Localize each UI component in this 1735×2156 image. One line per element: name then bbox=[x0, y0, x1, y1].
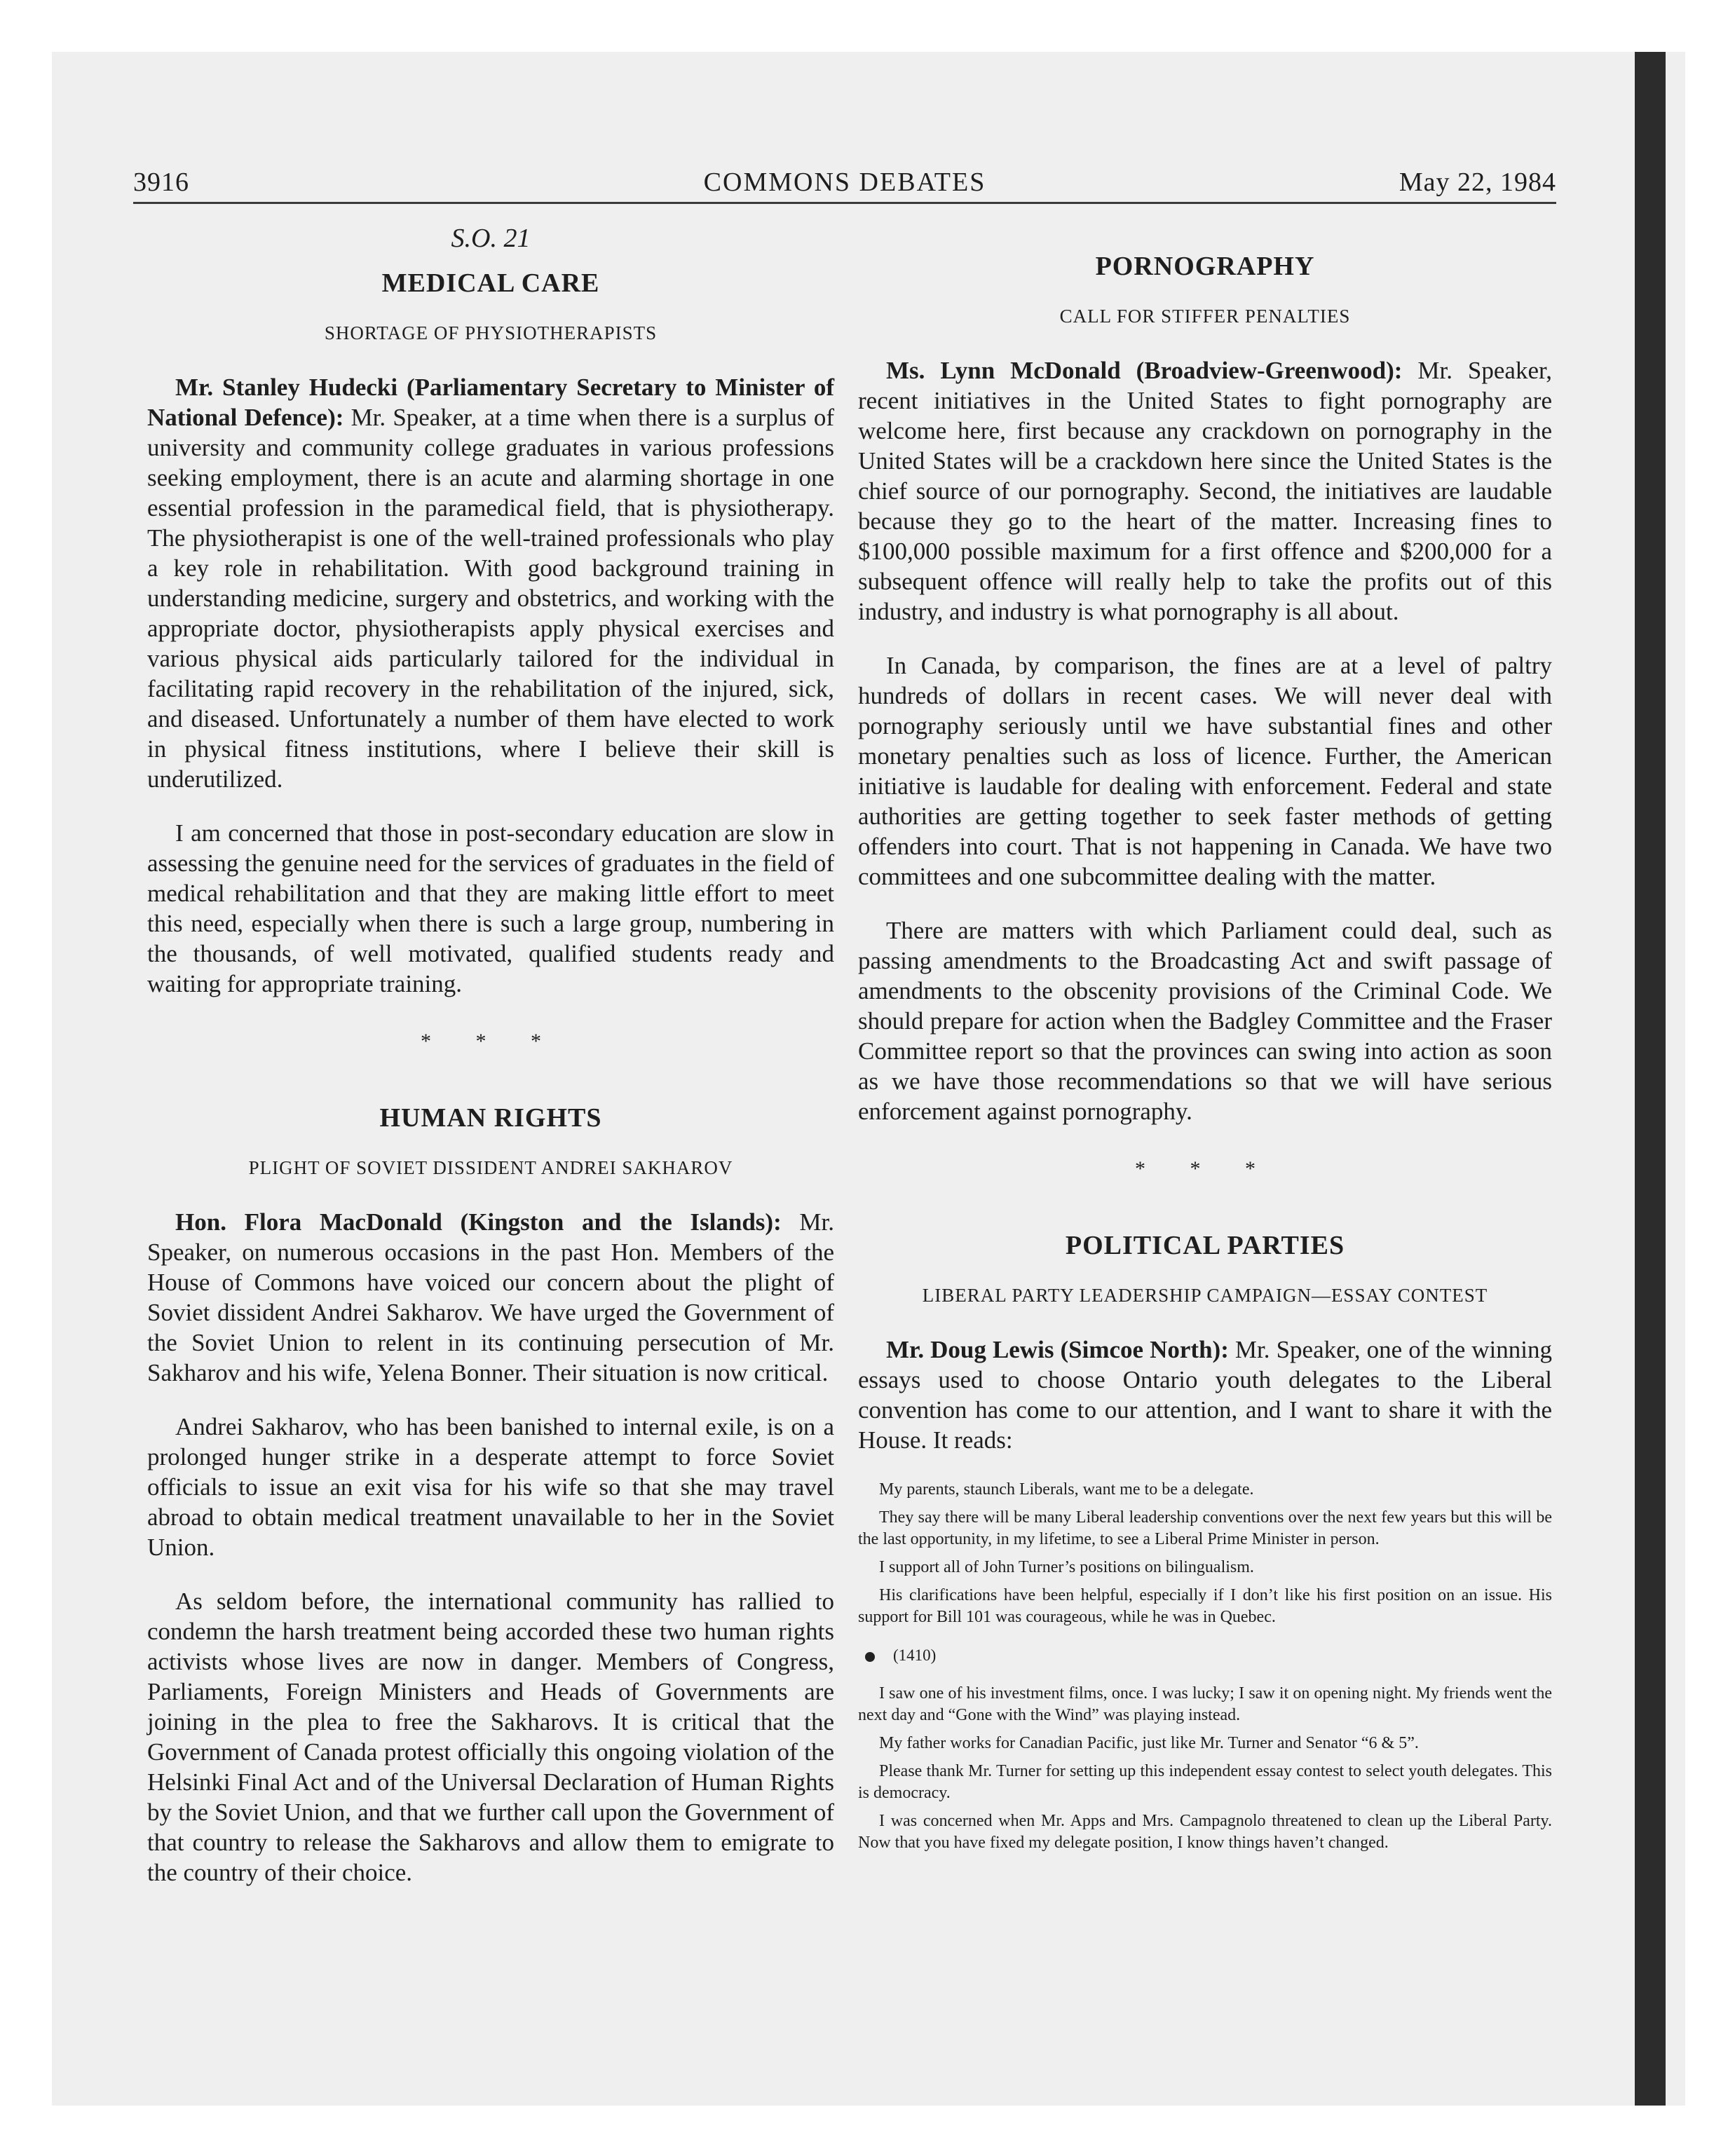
section-heading: MEDICAL CARE bbox=[381, 268, 600, 298]
paragraph bbox=[147, 1207, 834, 1388]
paragraph: Andrei Sakharov, who has been banished to internal exile, is on a prolonged hunger strike in a desperate attempt to force Soviet officials to issue an exit visa for his wife so that she may travel abroad to obtain medical treatment unavailable to her in the Soviet Union. bbox=[147, 1413, 834, 1561]
section-subheading: CALL FOR STIFFER PENALTIES bbox=[1059, 306, 1351, 327]
page-number: 3916 bbox=[133, 168, 189, 197]
section-heading: POLITICAL PARTIES bbox=[1065, 1231, 1345, 1260]
bullet-icon bbox=[865, 1652, 875, 1662]
paragraph-text: Mr. Speaker, on numerous occasions in the past Hon. Members of the House of Commons have voiced our concern about the plight of Soviet dissident Andrei Sakharov. We have urged the Government of the Soviet Union to relent in its continuing persecution of Mr. Sakharov and his wife, Yelena Bonner. Their situation is now critical. bbox=[147, 1208, 834, 1386]
section-subheading: SHORTAGE OF PHYSIOTHERAPISTS bbox=[324, 322, 658, 343]
paragraph-text: Mr. Speaker, recent initiatives in the United States to fight pornography are welcome here, first because any crackdown on pornography in the United States will be a crackdown here since the United States is the chief source of our pornography. Second, the initiatives are laudable because they go to the heart of the matter. Increasing fines to $100,000 possible maximum for a first offence and $200,000 for a subsequent offence will really help to take the profits out of this industry, and industry is what pornography is all about. bbox=[858, 357, 1553, 625]
publication-title: COMMONS DEBATES bbox=[703, 168, 986, 197]
paragraph-text: Mr. Speaker, at a time when there is a surplus of university and community college graduates in various professions seeking employment, there is an acute and alarming shortage in one essential profession in the paramedical field, that is physiotherapy. The physiotherapist is one of the well-trained professionals who play a key role in rehabilitation. With good background training in understanding medicine, surgery and obstetrics, and working with the appropriate doctor, physiotherapists apply physical exercises and various physical aids particularly tailored for the individual in facilitating rapid recovery in the rehabilitation of the injured, sick, and diseased. Unfortunately a number of them have elected to work in physical fitness institutions, where I believe their skill is underutilized. bbox=[147, 404, 834, 793]
procedure-label: S.O. 21 bbox=[451, 224, 531, 253]
page-date: May 22, 1984 bbox=[1399, 168, 1556, 197]
quoted-line: My parents, staunch Liberals, want me to be a delegate. bbox=[879, 1480, 1254, 1499]
paragraph: There are matters with which Parliament could deal, such as passing amendments to the Broadcasting Act and swift passage of amendments to the obscenity provisions of the Criminal Code. We should prepare for action when the Badgley Committee and the Fraser Committee report so that the provinces can swing into action as soon as we have those recommendations so that we will have serious enforcement against pornography. bbox=[858, 917, 1552, 1125]
left-column bbox=[147, 223, 834, 1911]
right-column bbox=[858, 223, 1552, 1860]
timestamp-text: (1410) bbox=[893, 1646, 937, 1664]
section-heading: PORNOGRAPHY bbox=[1095, 252, 1315, 281]
quoted-line: His clarifications have been helpful, especially if I don’t like his first position on an issue. His support for Bill 101 was courageous, while he was in Quebec. bbox=[858, 1586, 1552, 1626]
paragraph: I am concerned that those in post-secondary education are slow in assessing the genuine need for the services of graduates in the field of medical rehabilitation and that they are making little effort to meet this need, especially when there is such a large group, numbering in the thousands, of well motivated, qualified students ready and waiting for appropriate training. bbox=[147, 819, 834, 997]
quoted-line: Please thank Mr. Turner for setting up this independent essay contest to select youth delegates. This is democracy. bbox=[858, 1762, 1552, 1802]
paragraph bbox=[858, 1335, 1552, 1455]
paragraph: As seldom before, the international community has rallied to condemn the harsh treatment being accorded these two human rights activists whose lives are now in danger. Members of Congress, Parliaments, Foreign Ministers and Heads of Governments are joining in the plea to free the Sakharovs. It is critical that the Government of Canada protest officially this ongoing violation of the Helsinki Final Act and of the Universal Declaration of Human Rights by the Soviet Union, and that we further call upon the Government of that country to release the Sakharovs and allow them to emigrate to the country of their choice. bbox=[147, 1588, 834, 1886]
section-heading: HUMAN RIGHTS bbox=[379, 1103, 602, 1133]
running-header bbox=[133, 167, 1556, 204]
scan-edge-bar bbox=[1635, 52, 1666, 2106]
paragraph-text: Mr. Speaker, one of the winning essays used to choose Ontario youth delegates to the Liberal convention has come to our attention, and I want to share it with the House. It reads: bbox=[858, 1336, 1553, 1454]
speaker-name: Mr. Stanley Hudecki (Parliamentary Secretary to Minister of National Defence): bbox=[147, 374, 834, 431]
section-subheading: LIBERAL PARTY LEADERSHIP CAMPAIGN—ESSAY CONTEST bbox=[922, 1285, 1488, 1306]
quoted-line: They say there will be many Liberal leadership conventions over the next few years but this will be the last opportunity, in my lifetime, to see a Liberal Prime Minister in person. bbox=[858, 1508, 1552, 1548]
section-subheading: PLIGHT OF SOVIET DISSIDENT ANDREI SAKHAROV bbox=[248, 1157, 733, 1178]
quoted-line: I was concerned when Mr. Apps and Mrs. Campagnolo threatened to clean up the Liberal Party. Now that you have fixed my delegate position, I know things haven’t changed. bbox=[858, 1812, 1552, 1852]
paragraph bbox=[147, 372, 834, 794]
quoted-line: My father works for Canadian Pacific, just like Mr. Turner and Senator “6 & 5”. bbox=[879, 1734, 1419, 1752]
section-separator: * * * bbox=[1135, 1157, 1275, 1180]
speaker-name: Ms. Lynn McDonald (Broadview-Greenwood): bbox=[886, 357, 1403, 384]
speaker-name: Hon. Flora MacDonald (Kingston and the Islands): bbox=[175, 1208, 782, 1236]
paragraph: In Canada, by comparison, the fines are at a level of paltry hundreds of dollars in recent cases. We will never deal with pornography seriously until we have substantial fines and other monetary penalties such as loss of licence. Further, the American initiative is laudable for dealing with enforcement. Federal and state authorities are getting together to seek faster methods of getting offenders into court. That is not happening in Canada. We have two committees and one subcommittee dealing with the matter. bbox=[858, 652, 1552, 890]
speaker-name: Mr. Doug Lewis (Simcoe North): bbox=[886, 1336, 1229, 1363]
paragraph bbox=[858, 355, 1552, 627]
section-separator: * * * bbox=[421, 1030, 561, 1053]
timestamp-marker bbox=[865, 1646, 1552, 1665]
quoted-line: I saw one of his investment films, once. I was lucky; I saw it on opening night. My friends went the next day and “Gone with the Wind” was playing instead. bbox=[858, 1684, 1552, 1724]
quoted-line: I support all of John Turner’s positions on bilingualism. bbox=[879, 1558, 1254, 1576]
